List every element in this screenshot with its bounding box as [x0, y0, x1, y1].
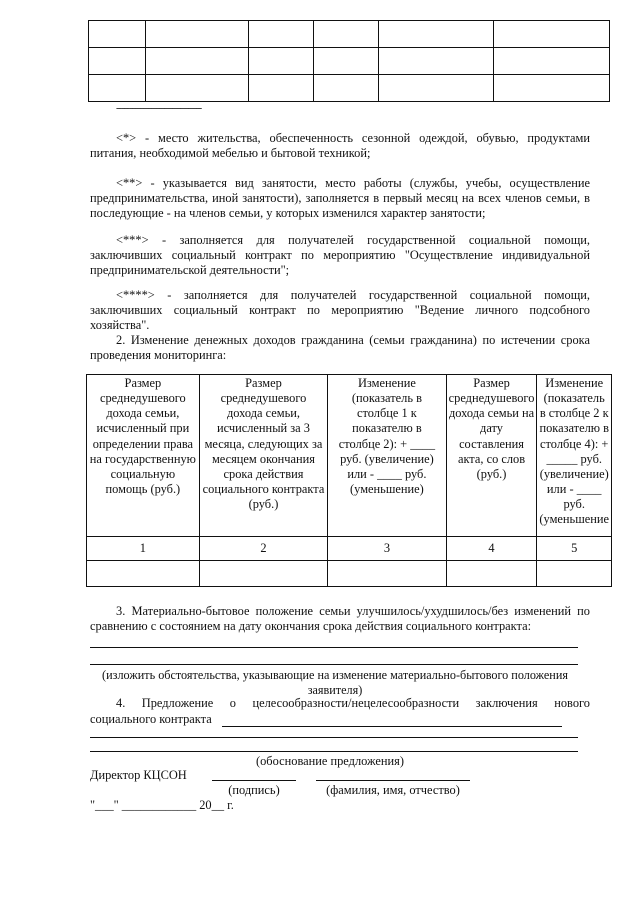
table-cell: [379, 75, 494, 102]
table-row: [89, 21, 610, 48]
table-cell: [494, 75, 610, 102]
footnote-separator: --------------------------------: [116, 102, 202, 114]
signature-caption: (подпись): [228, 783, 280, 797]
table-cell: [87, 561, 200, 587]
section-4-caption: (обоснование предложения): [255, 754, 405, 768]
footnote-2: [90, 176, 590, 221]
table-cell: [146, 75, 249, 102]
column-header: Изменение (показатель в столбце 2 к показателю в столбце 4): + _____ руб. (увеличение) или - ____ руб. (уменьшение: [537, 375, 612, 537]
column-header: Изменение (показатель в столбце 1 к показателю в столбце 2): + ____ руб. (увеличение) или - ____ руб. (уменьшение): [328, 375, 446, 537]
previous-table: [88, 20, 610, 102]
signature-line[interactable]: [212, 780, 296, 781]
column-header: Размер среднедушевого дохода семьи, исчисленный при определении права на государственную социальную помощь (руб.): [87, 375, 200, 537]
table-row: [89, 48, 610, 75]
footnote-2-text: <**> - указывается вид занятости, место работы (службы, учебы, осуществление предпринимательства, иной занятости), заполняется в первый месяц на всех членов семьи, в последующие - на членов семьи, у которых изменился характер занятости;: [90, 176, 590, 221]
table-cell: [146, 48, 249, 75]
section-4-cont: социального контракта: [90, 712, 212, 726]
column-number-row: [87, 537, 612, 561]
table-cell: [446, 561, 537, 587]
table-cell: [199, 561, 327, 587]
column-number: 2: [199, 537, 327, 561]
column-number: 4: [446, 537, 537, 561]
footnote-3-text: <***> - заполняется для получателей государственной социальной помощи, заключивших социальный контракт по мероприятию "Осуществление индивидуальной предпринимательской деятельности";: [90, 233, 590, 278]
section-3-text: 3. Материально-бытовое положение семьи улучшилось/ухудшилось/без изменений по сравнению с состоянием на дату окончания срока действия социального контракта:: [90, 604, 590, 634]
footnote-3: [90, 233, 590, 278]
table-cell: [379, 48, 494, 75]
table-cell: [314, 48, 379, 75]
section-2: [90, 333, 590, 363]
footnote-1: [90, 131, 590, 161]
date-field[interactable]: "___" ____________ 20__ г.: [90, 798, 234, 812]
name-line[interactable]: [316, 780, 470, 781]
footnote-4-text: <****> - заполняется для получателей государственной социальной помощи, заключивших социальный контракт по мероприятию "Ведение личного подсобного хозяйства".: [90, 288, 590, 333]
table-cell: [89, 75, 146, 102]
director-title: Директор КЦСОН: [90, 768, 187, 782]
table-row: [89, 75, 610, 102]
name-caption: (фамилия, имя, отчество): [326, 783, 460, 797]
table-cell: [249, 75, 314, 102]
table-cell: [89, 48, 146, 75]
section-3: [90, 604, 590, 634]
table-cell: [249, 48, 314, 75]
section-2-text: 2. Изменение денежных доходов гражданина (семьи гражданина) по истечении срока проведения мониторинга:: [90, 333, 590, 363]
table-row: [87, 561, 612, 587]
table-cell: [89, 21, 146, 48]
table-cell: [379, 21, 494, 48]
column-number: 1: [87, 537, 200, 561]
table-cell: [494, 48, 610, 75]
fill-line[interactable]: [90, 664, 578, 665]
footnote-1-text: <*> - место жительства, обеспеченность сезонной одеждой, обувью, продуктами питания, необходимой мебелью и бытовой техникой;: [90, 131, 590, 161]
fill-line[interactable]: [90, 751, 578, 752]
table-cell: [314, 75, 379, 102]
column-number: 5: [537, 537, 612, 561]
column-header: Размер среднедушевого дохода семьи, исчисленный за 3 месяца, следующих за месяцем окончания срока действия социального контракта (руб.): [199, 375, 327, 537]
table-header-row: [87, 375, 612, 537]
table-cell: [314, 21, 379, 48]
section-4-lead: 4. Предложение о целесообразности/нецелесообразности заключения нового: [116, 696, 590, 710]
table-cell: [537, 561, 612, 587]
table-cell: [146, 21, 249, 48]
footnote-4: [90, 288, 590, 333]
fill-line[interactable]: [90, 647, 578, 648]
table-cell: [249, 21, 314, 48]
column-header: Размер среднедушевого дохода семьи на дату составления акта, со слов (руб.): [446, 375, 537, 537]
income-change-table: [86, 374, 612, 587]
fill-line[interactable]: [222, 726, 562, 727]
column-number: 3: [328, 537, 446, 561]
table-cell: [494, 21, 610, 48]
fill-line[interactable]: [90, 737, 578, 738]
table-cell: [328, 561, 446, 587]
section-3-caption: (изложить обстоятельства, указывающие на изменение материально-бытового положения заявителя): [102, 668, 568, 697]
